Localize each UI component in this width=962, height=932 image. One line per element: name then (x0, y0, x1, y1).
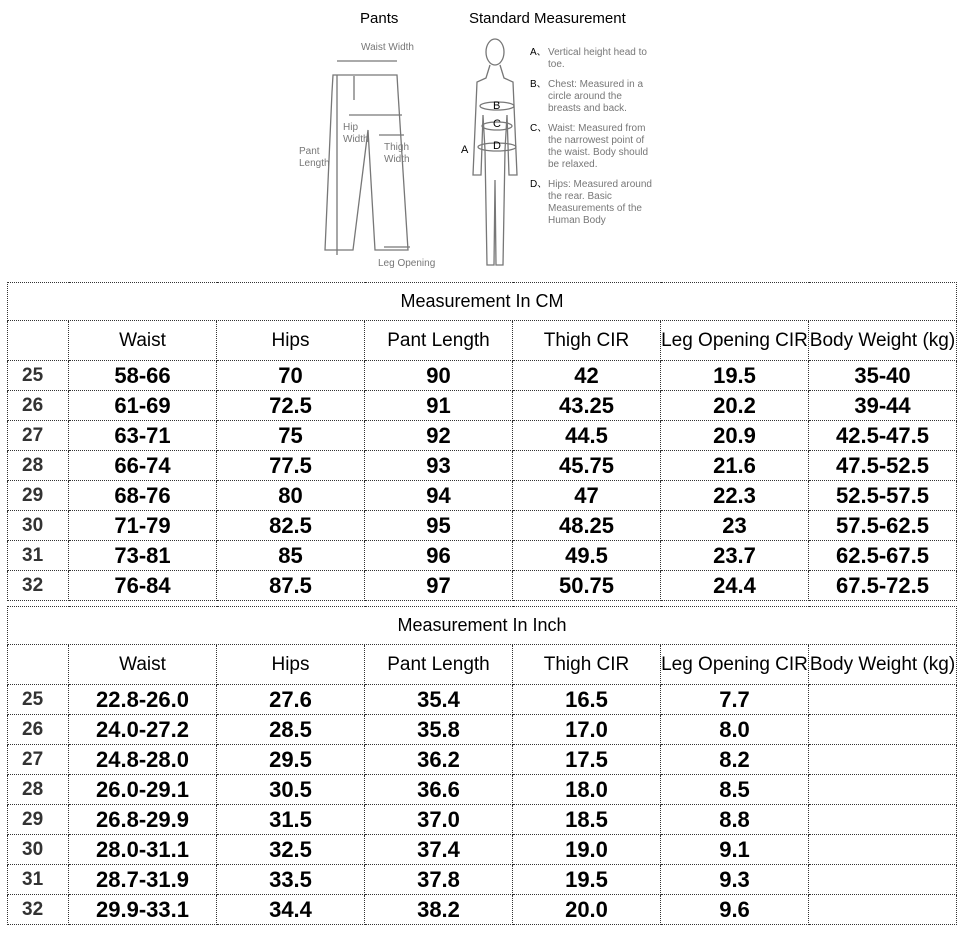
column-header: Leg Opening CIR (661, 645, 809, 685)
value-cell: 8.0 (661, 715, 809, 745)
value-cell: 73-81 (69, 541, 217, 571)
value-cell: 57.5-62.5 (809, 511, 957, 541)
measurement-diagram (280, 0, 680, 280)
size-cell: 30 (8, 835, 69, 865)
label-thigh-width: Thigh Width (384, 142, 410, 165)
value-cell: 67.5-72.5 (809, 571, 957, 601)
table-row (8, 541, 957, 571)
value-cell: 82.5 (217, 511, 365, 541)
pants-title: Pants (360, 10, 399, 27)
value-cell: 35.4 (365, 685, 513, 715)
value-cell: 29.5 (217, 745, 365, 775)
column-header: Thigh CIR (513, 645, 661, 685)
value-cell: 85 (217, 541, 365, 571)
value-cell: 22.8-26.0 (69, 685, 217, 715)
value-cell: 19.0 (513, 835, 661, 865)
value-cell (809, 895, 957, 925)
value-cell: 39-44 (809, 391, 957, 421)
value-cell: 26.8-29.9 (69, 805, 217, 835)
column-header: Waist (69, 321, 217, 361)
label-pant-length: Pant Length (299, 146, 330, 169)
value-cell: 77.5 (217, 451, 365, 481)
measurement-notes (530, 47, 655, 227)
size-cell: 30 (8, 511, 69, 541)
size-cell: 28 (8, 451, 69, 481)
value-cell: 32.5 (217, 835, 365, 865)
value-cell: 33.5 (217, 865, 365, 895)
size-cell: 26 (8, 391, 69, 421)
value-cell: 87.5 (217, 571, 365, 601)
table-row (8, 451, 957, 481)
size-cell: 26 (8, 715, 69, 745)
size-cell: 32 (8, 895, 69, 925)
value-cell: 31.5 (217, 805, 365, 835)
value-cell: 8.5 (661, 775, 809, 805)
value-cell: 96 (365, 541, 513, 571)
value-cell: 38.2 (365, 895, 513, 925)
value-cell: 95 (365, 511, 513, 541)
value-cell: 24.8-28.0 (69, 745, 217, 775)
note-c: C、 Waist: Measured from the narrowest point of the waist. Body should be relaxed. (530, 123, 649, 170)
value-cell: 21.6 (661, 451, 809, 481)
value-cell: 20.9 (661, 421, 809, 451)
value-cell: 44.5 (513, 421, 661, 451)
value-cell: 80 (217, 481, 365, 511)
label-d: D (493, 140, 501, 152)
column-header: Pant Length (365, 321, 513, 361)
value-cell: 26.0-29.1 (69, 775, 217, 805)
table-row (8, 835, 957, 865)
value-cell: 58-66 (69, 361, 217, 391)
value-cell: 47.5-52.5 (809, 451, 957, 481)
value-cell: 75 (217, 421, 365, 451)
value-cell: 50.75 (513, 571, 661, 601)
size-cell: 31 (8, 865, 69, 895)
table-row (8, 685, 957, 715)
value-cell: 9.3 (661, 865, 809, 895)
column-header: Pant Length (365, 645, 513, 685)
size-cell: 28 (8, 775, 69, 805)
size-cell: 25 (8, 361, 69, 391)
value-cell: 29.9-33.1 (69, 895, 217, 925)
value-cell: 18.0 (513, 775, 661, 805)
value-cell: 9.6 (661, 895, 809, 925)
value-cell: 16.5 (513, 685, 661, 715)
value-cell: 36.6 (365, 775, 513, 805)
value-cell: 20.2 (661, 391, 809, 421)
value-cell: 28.7-31.9 (69, 865, 217, 895)
value-cell: 28.5 (217, 715, 365, 745)
value-cell: 37.8 (365, 865, 513, 895)
size-cell: 27 (8, 745, 69, 775)
table-row (8, 745, 957, 775)
table-row (8, 571, 957, 601)
label-a: A (461, 144, 469, 156)
value-cell (809, 685, 957, 715)
value-cell: 34.4 (217, 895, 365, 925)
table-title: Measurement In Inch (8, 607, 957, 645)
value-cell: 36.2 (365, 745, 513, 775)
value-cell: 27.6 (217, 685, 365, 715)
label-hip-width: Hip Width (343, 122, 369, 145)
value-cell: 48.25 (513, 511, 661, 541)
value-cell: 42 (513, 361, 661, 391)
size-cell: 29 (8, 481, 69, 511)
note-b: B、 Chest: Measured in a circle around the breasts and back. (530, 79, 644, 114)
value-cell: 42.5-47.5 (809, 421, 957, 451)
value-cell: 43.25 (513, 391, 661, 421)
value-cell: 97 (365, 571, 513, 601)
table-row (8, 421, 957, 451)
value-cell: 91 (365, 391, 513, 421)
value-cell: 37.0 (365, 805, 513, 835)
value-cell (809, 745, 957, 775)
cm-size-table (7, 282, 957, 601)
table-row (8, 511, 957, 541)
value-cell: 30.5 (217, 775, 365, 805)
size-cell: 25 (8, 685, 69, 715)
value-cell: 93 (365, 451, 513, 481)
value-cell: 72.5 (217, 391, 365, 421)
note-d: D、 Hips: Measured around the rear. Basic Measurements of the Human Body (530, 179, 652, 226)
column-header: Hips (217, 645, 365, 685)
value-cell: 18.5 (513, 805, 661, 835)
table-row (8, 895, 957, 925)
column-header: Body Weight (kg) (809, 645, 957, 685)
value-cell: 17.0 (513, 715, 661, 745)
size-cell: 32 (8, 571, 69, 601)
table-row (8, 481, 957, 511)
value-cell: 63-71 (69, 421, 217, 451)
value-cell (809, 865, 957, 895)
value-cell: 76-84 (69, 571, 217, 601)
value-cell: 23.7 (661, 541, 809, 571)
value-cell: 94 (365, 481, 513, 511)
value-cell: 61-69 (69, 391, 217, 421)
size-cell: 29 (8, 805, 69, 835)
table-row (8, 805, 957, 835)
value-cell: 24.0-27.2 (69, 715, 217, 745)
value-cell: 47 (513, 481, 661, 511)
size-cell: 27 (8, 421, 69, 451)
size-cell: 31 (8, 541, 69, 571)
value-cell: 92 (365, 421, 513, 451)
value-cell (809, 715, 957, 745)
value-cell: 35-40 (809, 361, 957, 391)
value-cell: 17.5 (513, 745, 661, 775)
standard-title: Standard Measurement (469, 10, 626, 27)
column-header (8, 321, 69, 361)
inch-size-table (7, 606, 957, 925)
column-header: Thigh CIR (513, 321, 661, 361)
value-cell: 49.5 (513, 541, 661, 571)
label-waist-width: Waist Width (361, 42, 414, 53)
value-cell: 45.75 (513, 451, 661, 481)
value-cell: 7.7 (661, 685, 809, 715)
value-cell: 19.5 (513, 865, 661, 895)
label-leg-opening: Leg Opening (378, 258, 436, 269)
value-cell: 19.5 (661, 361, 809, 391)
value-cell: 70 (217, 361, 365, 391)
value-cell: 68-76 (69, 481, 217, 511)
table-row (8, 391, 957, 421)
note-a: A、 Vertical height head to toe. (530, 47, 647, 70)
value-cell: 8.2 (661, 745, 809, 775)
label-b: B (493, 100, 501, 112)
column-header (8, 645, 69, 685)
value-cell: 24.4 (661, 571, 809, 601)
label-c: C (493, 118, 501, 130)
value-cell (809, 775, 957, 805)
value-cell: 28.0-31.1 (69, 835, 217, 865)
value-cell: 20.0 (513, 895, 661, 925)
value-cell: 90 (365, 361, 513, 391)
value-cell: 52.5-57.5 (809, 481, 957, 511)
value-cell: 22.3 (661, 481, 809, 511)
column-header: Leg Opening CIR (661, 321, 809, 361)
table-title: Measurement In CM (8, 283, 957, 321)
table-row (8, 715, 957, 745)
column-header: Waist (69, 645, 217, 685)
value-cell: 8.8 (661, 805, 809, 835)
column-header: Body Weight (kg) (809, 321, 957, 361)
value-cell: 37.4 (365, 835, 513, 865)
value-cell: 23 (661, 511, 809, 541)
value-cell (809, 805, 957, 835)
value-cell: 66-74 (69, 451, 217, 481)
value-cell: 9.1 (661, 835, 809, 865)
value-cell: 62.5-67.5 (809, 541, 957, 571)
value-cell: 35.8 (365, 715, 513, 745)
table-row (8, 865, 957, 895)
column-header: Hips (217, 321, 365, 361)
value-cell (809, 835, 957, 865)
table-row (8, 775, 957, 805)
value-cell: 71-79 (69, 511, 217, 541)
table-row (8, 361, 957, 391)
